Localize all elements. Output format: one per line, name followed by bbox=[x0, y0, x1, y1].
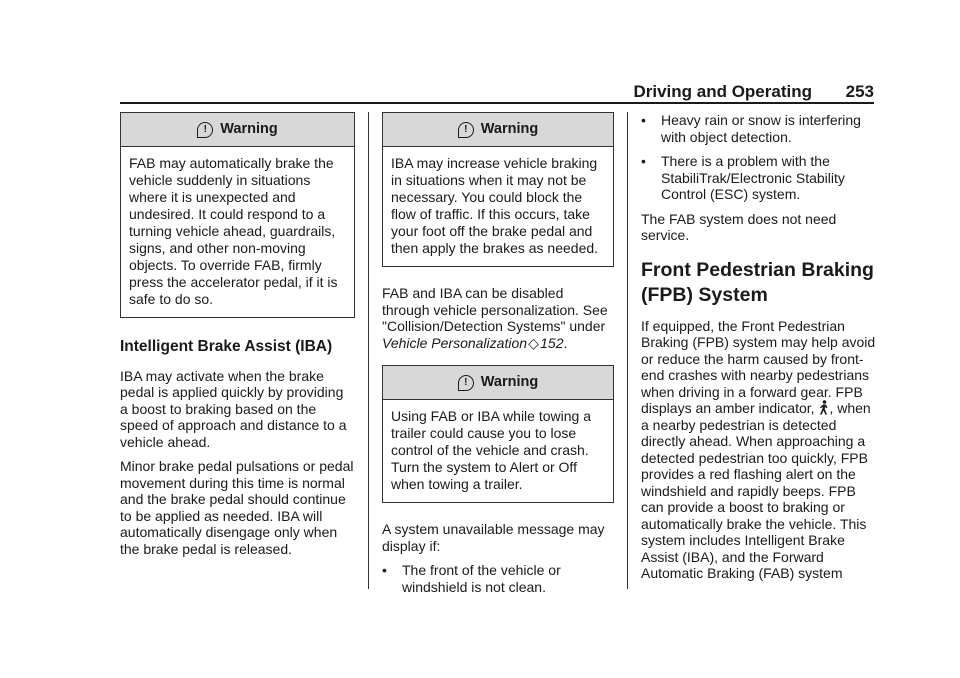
iba-paragraph-2: Minor brake pedal pulsations or pedal movement during this time is normal and the brake pedal should continue to be applied as needed. IBA will automatically disengage only when the brake pedal is released. bbox=[120, 458, 354, 557]
column-2 bbox=[382, 112, 614, 603]
bullet-glyph: • bbox=[641, 153, 646, 169]
fpb-heading: Front Pedestrian Braking (FPB) System bbox=[641, 258, 874, 306]
warning-title: Warning bbox=[480, 121, 539, 138]
fpb-paragraph bbox=[641, 318, 876, 582]
column-3 bbox=[641, 112, 876, 590]
header-rule bbox=[120, 102, 874, 104]
warning-body: Using FAB or IBA while towing a trailer could cause you to lose control of the vehicle and crash. Turn the system to Alert or Off when towing a trailer. bbox=[391, 408, 591, 492]
column-divider-right bbox=[627, 112, 628, 589]
list-item bbox=[641, 112, 876, 145]
list-item-text: The front of the vehicle or windshield is not clean. bbox=[402, 562, 561, 595]
warning-body: IBA may increase vehicle braking in situations when it may not be necessary. You could block the flow of traffic. If this occurs, take your foot off the brake pedal and then apply the brakes as needed. bbox=[391, 155, 599, 256]
page-number: 253 bbox=[845, 82, 874, 101]
warning-header bbox=[383, 366, 613, 400]
fab-service-paragraph: The FAB system does not need service. bbox=[641, 210, 837, 243]
fab-warning-box bbox=[120, 112, 355, 318]
iba-heading: Intelligent Brake Assist (IBA) bbox=[120, 338, 333, 355]
list-item-text: Heavy rain or snow is interfering with object detection. bbox=[661, 112, 861, 145]
list-item-text: There is a problem with the StabiliTrak/Electronic Stability Control (ESC) system. bbox=[661, 153, 845, 202]
page-reference-icon: ◇ bbox=[527, 334, 541, 351]
list-item bbox=[382, 562, 614, 595]
towing-warning-box bbox=[382, 365, 614, 503]
warning-icon: ! bbox=[197, 122, 213, 138]
list-item bbox=[641, 153, 876, 203]
disable-text: FAB and IBA can be disabled through vehicle personalization. See "Collision/Detection Systems" under bbox=[382, 285, 608, 334]
vehicle-personalization-link[interactable]: Vehicle Personalization bbox=[382, 334, 528, 351]
warning-icon: ! bbox=[458, 122, 474, 138]
iba-paragraph-1: IBA may activate when the brake pedal is applied quickly by providing a boost to braking based on the speed of approach and distance to a vehicle ahead. bbox=[120, 367, 347, 450]
fpb-text-b: , when a nearby pedestrian is detected directly ahead. When approaching a detected pedestrian too quickly, FPB provides a red flashing alert on the windshield and rapidly beeps. FPB can provide a boost to braking or automatically brake the vehicle. This system includes Intelligent Brake Assist (IBA), and the Forward Automatic Braking (FAB) system bbox=[641, 400, 871, 581]
iba-warning-box bbox=[382, 112, 614, 267]
warning-icon: ! bbox=[458, 375, 474, 391]
bullet-glyph: • bbox=[641, 112, 646, 128]
column-divider-left bbox=[368, 112, 369, 589]
disable-paragraph: FAB and IBA can be disabled through vehicle personalization. See "Collision/Detection Systems" under Vehicle Personalization ◇ 152. bbox=[382, 285, 608, 351]
column-1 bbox=[120, 112, 355, 565]
page-header-title: Driving and Operating bbox=[633, 82, 812, 101]
warning-body: FAB may automatically brake the vehicle suddenly in situations where it is unexpected and undesired. It could respond to a turning vehicle ahead, guardrails, signs, and other non-moving objects. To override FAB, firmly press the accelerator pedal, if it is safe to do so. bbox=[129, 155, 338, 307]
warning-title: Warning bbox=[220, 121, 278, 138]
warning-header bbox=[121, 113, 354, 147]
page-reference-number: 152 bbox=[540, 334, 564, 351]
warning-header bbox=[383, 113, 613, 147]
unavailable-paragraph: A system unavailable message may display if: bbox=[382, 521, 605, 554]
bullet-glyph: • bbox=[382, 562, 387, 578]
fpb-text-a: If equipped, the Front Pedestrian Braking (FPB) system may help avoid or reduce the harm caused by front-end crashes with nearby pedestrians when driving in a forward gear. FPB displays an amber indicator, bbox=[641, 317, 876, 416]
pedestrian-icon bbox=[818, 400, 829, 415]
warning-title: Warning bbox=[480, 374, 539, 391]
